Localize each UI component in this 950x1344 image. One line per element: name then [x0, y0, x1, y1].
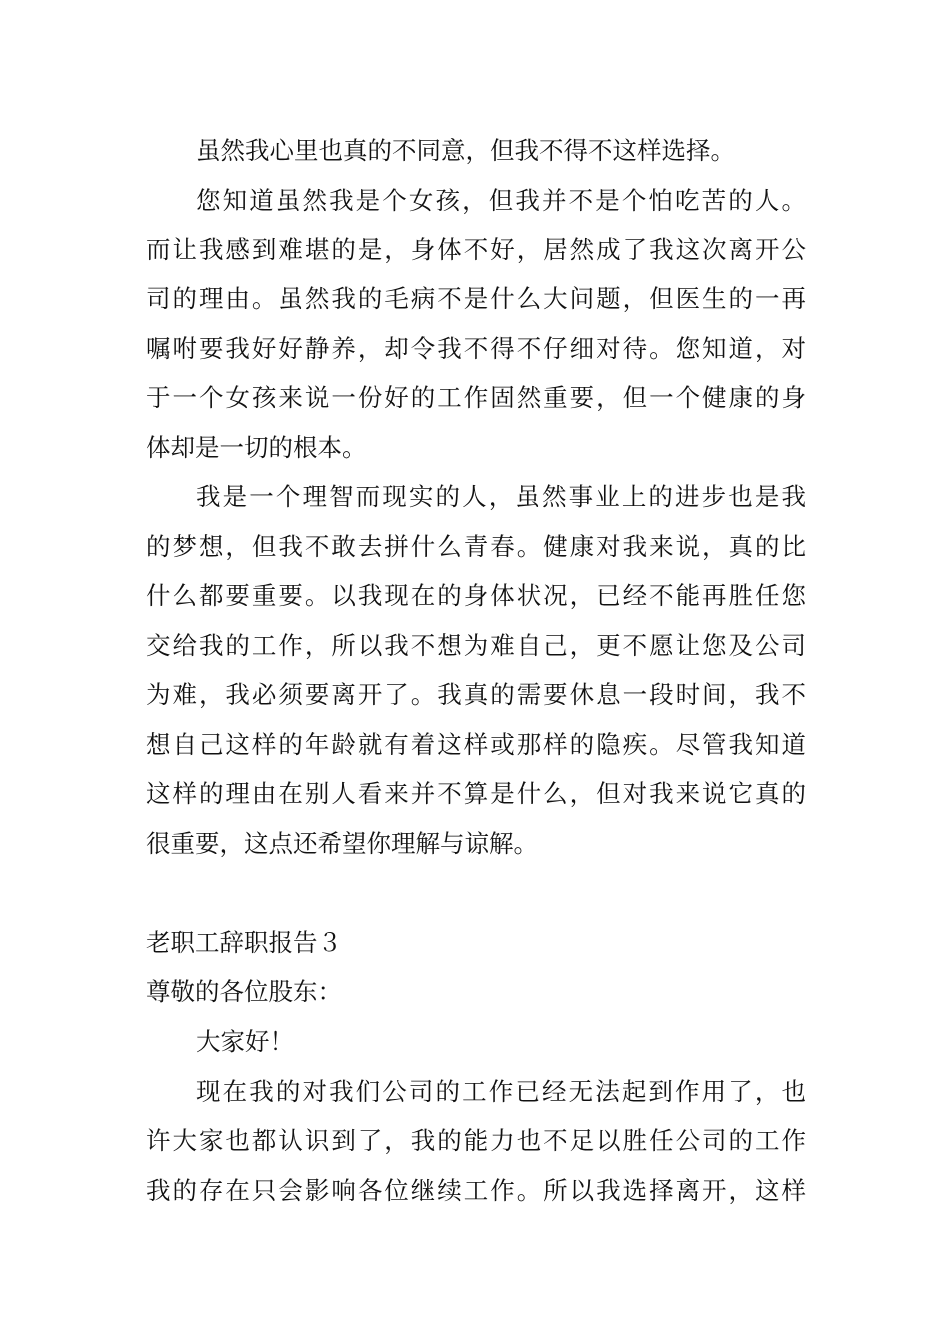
paragraph-line: 为难，我必须要离开了。我真的需要休息一段时间，我不 [146, 680, 806, 709]
paragraph-line: 想自己这样的年龄就有着这样或那样的隐疾。尽管我知道 [146, 730, 806, 759]
paragraph-line: 嘱咐要我好好静养，却令我不得不仔细对待。您知道，对 [146, 334, 806, 363]
paragraph-line: 我是一个理智而现实的人，虽然事业上的进步也是我 [196, 482, 806, 511]
paragraph-line: 这样的理由在别人看来并不算是什么，但对我来说它真的 [146, 779, 806, 808]
salutation: 尊敬的各位股东： [146, 977, 342, 1006]
paragraph-line: 我的存在只会影响各位继续工作。所以我选择离开，这样 [146, 1176, 806, 1205]
section-title: 老职工辞职报告３ [146, 928, 342, 957]
paragraph-line: 的梦想，但我不敢去拼什么青春。健康对我来说，真的比 [146, 532, 806, 561]
paragraph-line: 虽然我心里也真的不同意，但我不得不这样选择。 [196, 136, 735, 165]
paragraph-line: 体却是一切的根本。 [146, 433, 367, 462]
paragraph-line: 很重要，这点还希望你理解与谅解。 [146, 829, 538, 858]
paragraph-line: 什么都要重要。以我现在的身体状况，已经不能再胜任您 [146, 581, 806, 610]
paragraph-line: 于一个女孩来说一份好的工作固然重要，但一个健康的身 [146, 383, 806, 412]
paragraph-line: 交给我的工作，所以我不想为难自己，更不愿让您及公司 [146, 631, 806, 660]
paragraph-line: 而让我感到难堪的是，身体不好，居然成了我这次离开公 [146, 235, 806, 264]
paragraph-line: 您知道虽然我是个女孩，但我并不是个怕吃苦的人。 [196, 186, 806, 215]
greeting: 大家好！ [196, 1027, 294, 1056]
paragraph-line: 现在我的对我们公司的工作已经无法起到作用了，也 [196, 1077, 806, 1106]
paragraph-line: 司的理由。虽然我的毛病不是什么大问题，但医生的一再 [146, 284, 806, 313]
paragraph-line: 许大家也都认识到了，我的能力也不足以胜任公司的工作 [146, 1126, 806, 1155]
